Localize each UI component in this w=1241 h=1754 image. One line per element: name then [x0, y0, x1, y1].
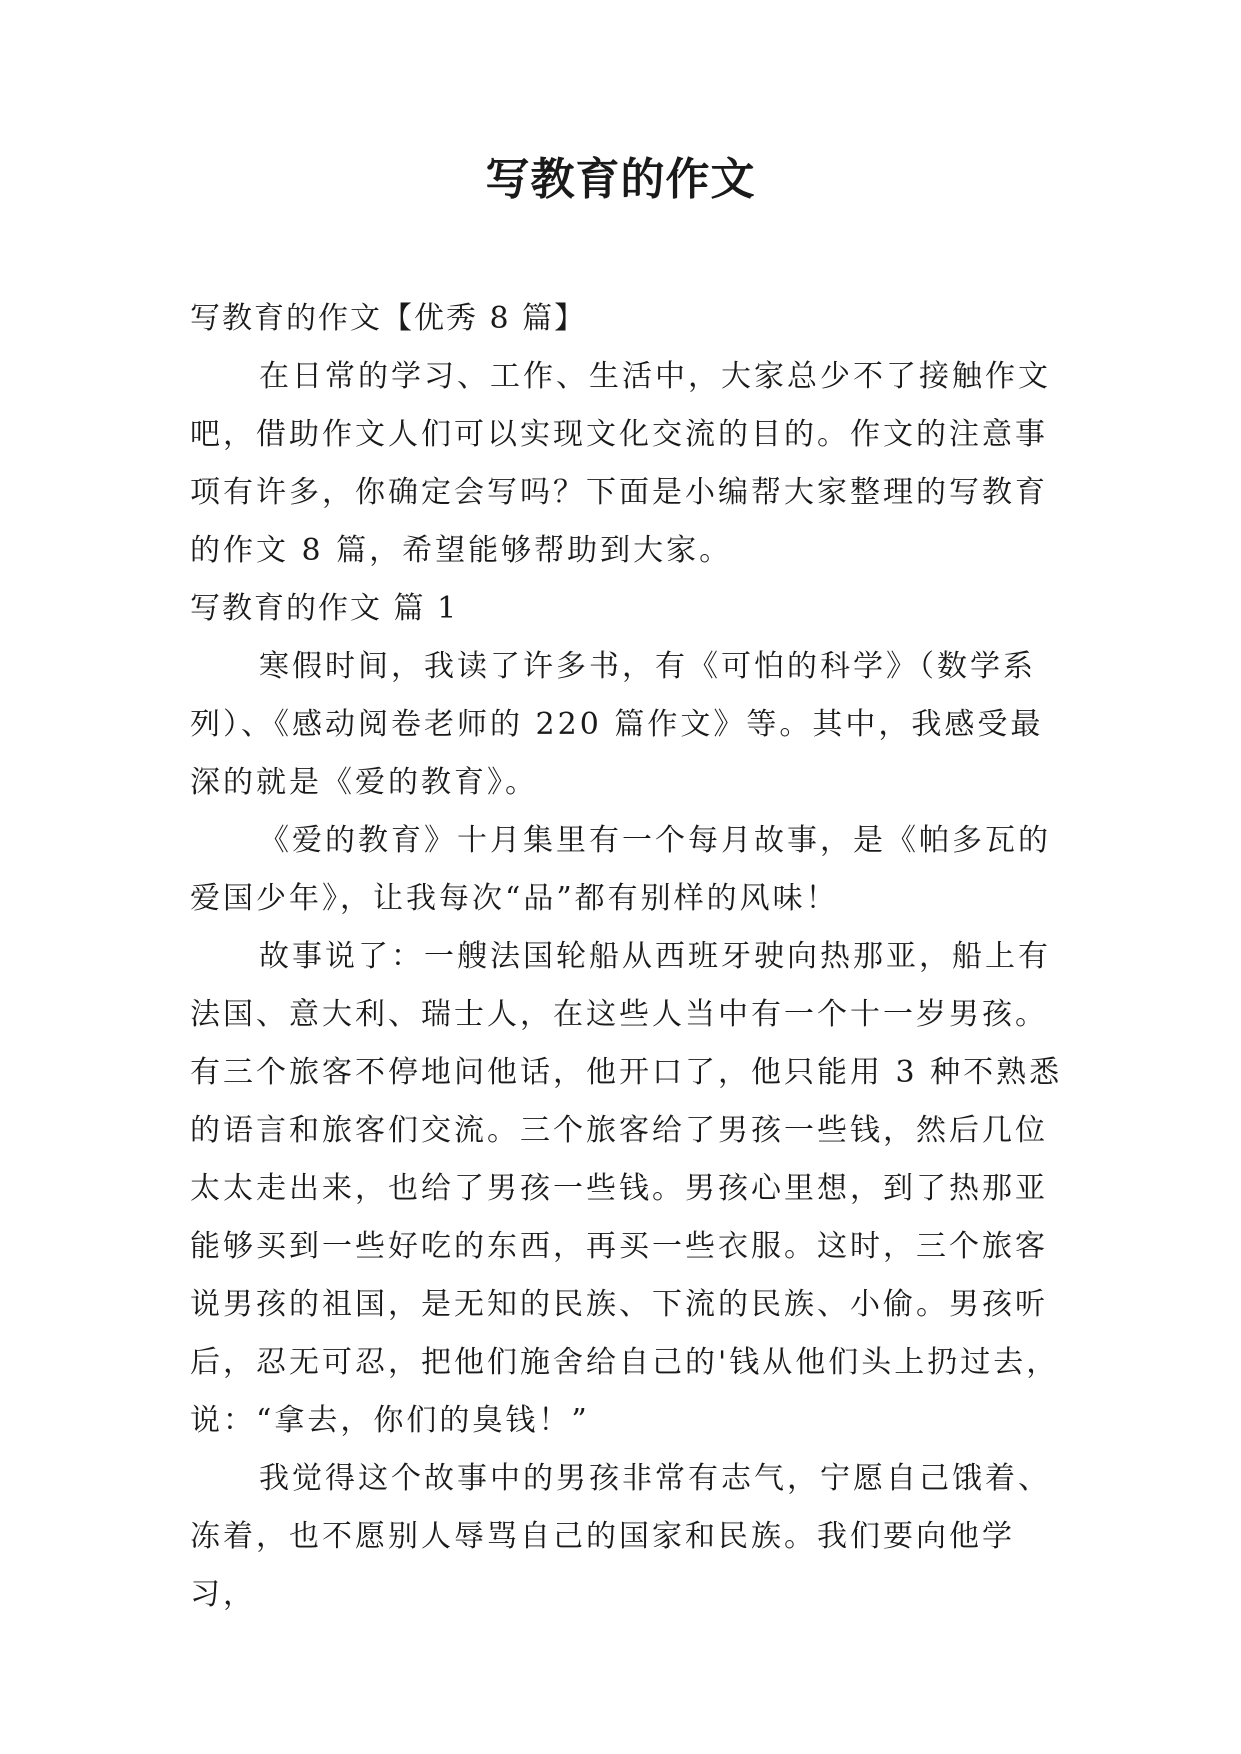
section-heading: 写教育的作文 篇 1 [190, 591, 459, 626]
intro-paragraph: 在日常的学习、工作、生活中，大家总少不了接触作文吧，借助作文人们可以实现文化交流的目的。作文的注意事项有许多，你确定会写吗？下面是小编帮大家整理的写教育的作文 8 篇，希望能够帮助到大家。 [190, 359, 1051, 568]
document-title: 写教育的作文 [485, 154, 756, 205]
body-paragraph: 寒假时间，我读了许多书，有《可怕的科学》（数学系列）、《感动阅卷老师的 220 篇作文》等。其中，我感受最深的就是《爱的教育》。 [190, 649, 1044, 800]
document-subtitle: 写教育的作文【优秀 8 篇】 [190, 301, 587, 336]
body-paragraph: 我觉得这个故事中的男孩非常有志气，宁愿自己饿着、冻着，也不愿别人辱骂自己的国家和民族。我们要向他学习， [190, 1461, 1051, 1612]
body-paragraph: 故事说了：一艘法国轮船从西班牙驶向热那亚，船上有法国、意大利、瑞士人，在这些人当中有一个十一岁男孩。有三个旅客不停地问他话，他开口了，他只能用 3 种不熟悉的语言和旅客们交流。三个旅客给了男孩一些钱，然后几位太太走出来，也给了男孩一些钱。男孩心里想，到了热那亚能够买到一些好吃的东西，再买一些衣服。这时，三个旅客说男孩的祖国，是无知的民族、下流的民族、小偷。男孩听后，忍无可忍，把他们施舍给自己的'钱从他们头上扔过去，说：“拿去，你们的臭钱！” [190, 939, 1063, 1438]
body-paragraph: 《爱的教育》十月集里有一个每月故事，是《帕多瓦的爱国少年》，让我每次“品”都有别样的风味！ [190, 823, 1051, 916]
document-body [190, 290, 1066, 1624]
